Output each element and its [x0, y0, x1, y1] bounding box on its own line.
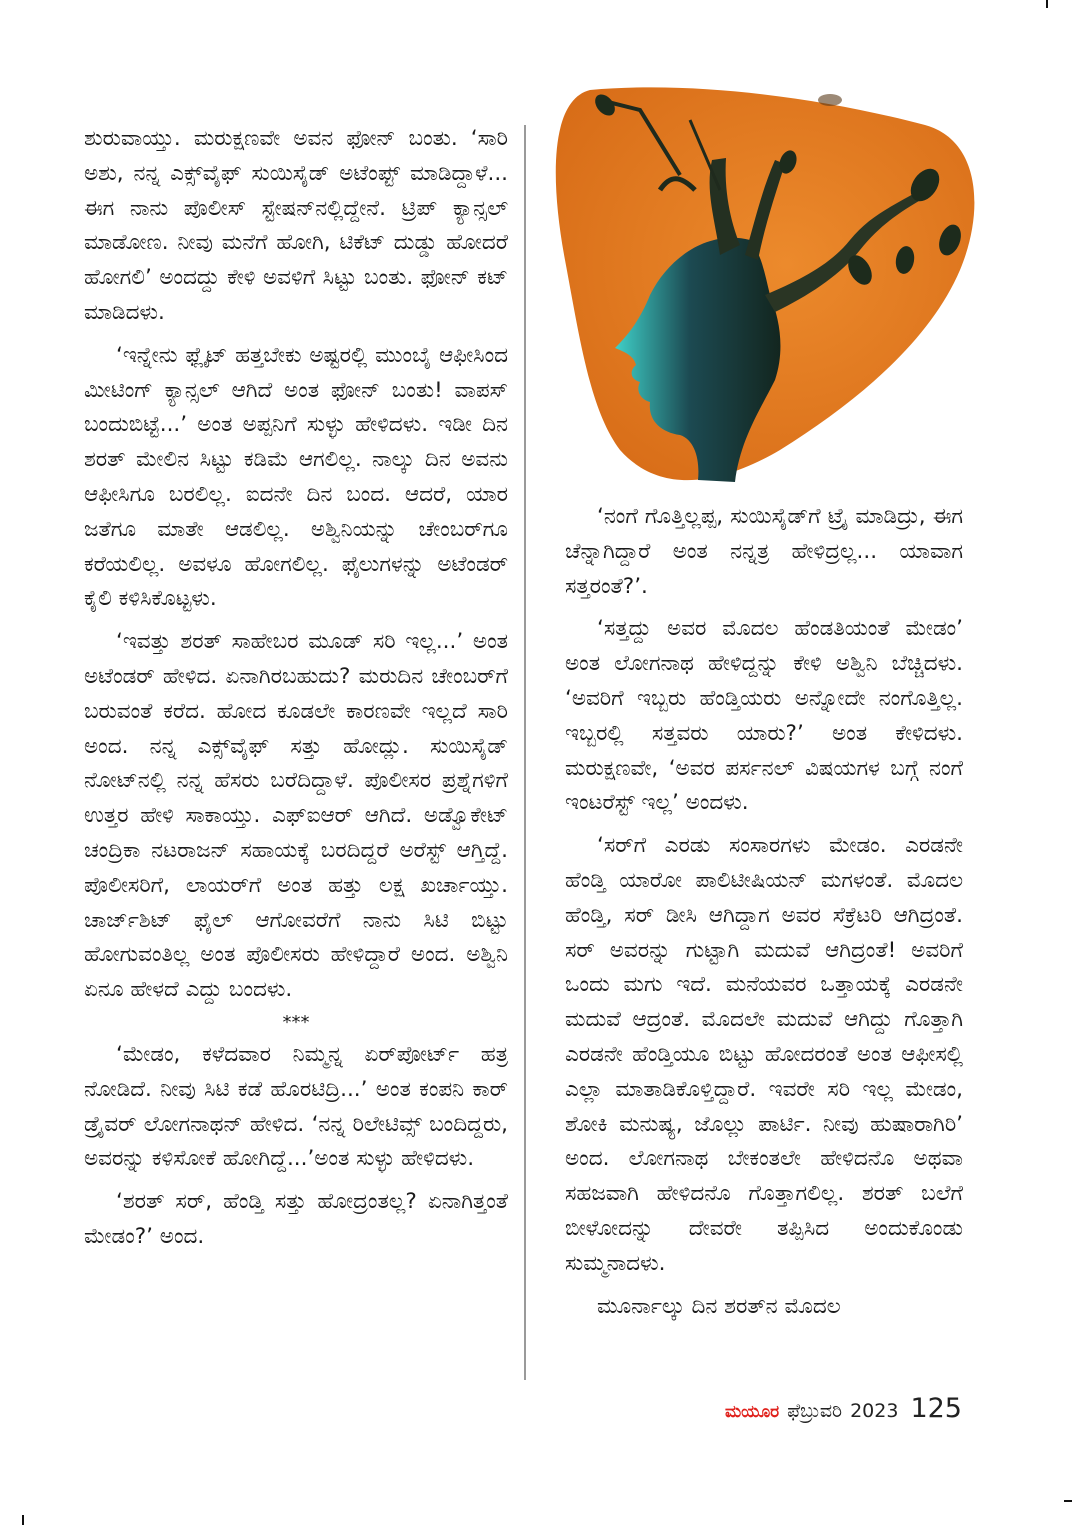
page-number: 125: [910, 1393, 962, 1424]
crop-mark: [22, 1515, 24, 1525]
crop-mark: [1046, 0, 1048, 8]
paragraph: ‘ಇವತ್ತು ಶರತ್ ಸಾಹೇಬರ ಮೂಡ್ ಸರಿ ಇಲ್ಲ...’ ಅಂತ ಅಟೆಂಡರ್ ಹೇಳಿದ. ಏನಾಗಿರಬಹುದು? ಮರುದಿನ ಚೇಂಬರ್‌ಗೆ ಬರುವಂತೆ ಕರೆದ. ಹೋದ ಕೂಡಲೇ ಕಾರಣವೇ ಇಲ್ಲದೆ ಸಾರಿ ಅಂದ. ನನ್ನ ಎಕ್ಸ್‌ವೈಫ್ ಸತ್ತು ಹೋದ್ಲು. ಸುಯಿಸೈಡ್ ನೋಟ್‌ನಲ್ಲಿ ನನ್ನ ಹೆಸರು ಬರೆದಿದ್ದಾಳೆ. ಪೊಲೀಸರ ಪ್ರಶ್ನೆಗಳಿಗೆ ಉತ್ತರ ಹೇಳಿ ಸಾಕಾಯ್ತು. ಎಫ್‌ಐಆರ್ ಆಗಿದೆ. ಅಡ್ವೊಕೇಟ್ ಚಂದ್ರಿಕಾ ನಟರಾಜನ್ ಸಹಾಯಕ್ಕೆ ಬರದಿದ್ದರೆ ಅರೆಸ್ಟ್ ಆಗ್ತಿದ್ದೆ. ಪೊಲೀಸರಿಗೆ, ಲಾಯರ್‌ಗೆ ಅಂತ ಹತ್ತು ಲಕ್ಷ ಖರ್ಚಾಯ್ತು. ಚಾರ್ಜ್‌ಶಿಟ್ ಫೈಲ್ ಆಗೋವರೆಗೆ ನಾನು ಸಿಟಿ ಬಿಟ್ಟು ಹೋಗುವಂತಿಲ್ಲ ಅಂತ ಪೊಲೀಸರು ಹೇಳಿದ್ದಾರೆ ಅಂದ. ಅಶ್ವಿನಿ ಏನೂ ಹೇಳದೆ ಎದ್ದು ಬಂದಳು.: [84, 629, 508, 1003]
article-left-column: [84, 122, 508, 1255]
paragraph: ಮೂರ್ನಾಲ್ಕು ದಿನ ಶರತ್‌ನ ಮೊದಲ: [597, 1293, 841, 1319]
paragraph: ‘ಇನ್ನೇನು ಫ್ಲೈಟ್ ಹತ್ತಬೇಕು ಅಷ್ಟರಲ್ಲಿ ಮುಂಬೈ ಆಫೀಸಿಂದ ಮೀಟಿಂಗ್ ಕ್ಯಾನ್ಸಲ್ ಆಗಿದೆ ಅಂತ ಫೋನ್ ಬಂತು! ವಾಪಸ್ ಬಂದುಬಿಟ್ಟೆ...’ ಅಂತ ಅಪ್ಪನಿಗೆ ಸುಳ್ಳು ಹೇಳಿದಳು. ಇಡೀ ದಿನ ಶರತ್ ಮೇಲಿನ ಸಿಟ್ಟು ಕಡಿಮೆ ಆಗಲಿಲ್ಲ. ನಾಲ್ಕು ದಿನ ಅವನು ಆಫೀಸಿಗೂ ಬರಲಿಲ್ಲ. ಐದನೇ ದಿನ ಬಂದ. ಆದರೆ, ಯಾರ ಜತೆಗೂ ಮಾತೇ ಆಡಲಿಲ್ಲ. ಅಶ್ವಿನಿಯನ್ನು ಚೇಂಬರ್‌ಗೂ ಕರೆಯಲಿಲ್ಲ. ಅವಳೂ ಹೋಗಲಿಲ್ಲ. ಫೈಲುಗಳನ್ನು ಅಟೆಂಡರ್ ಕೈಲಿ ಕಳಿಸಿಕೊಟ್ಟಳು.: [84, 342, 508, 612]
magazine-logo: ಮಯೂರ: [724, 1402, 780, 1422]
paragraph: ‘ಸರ್‌ಗೆ ಎರಡು ಸಂಸಾರಗಳು ಮೇಡಂ. ಎರಡನೇ ಹೆಂಡ್ತಿ ಯಾರೋ ಪಾಲಿಟೀಷಿಯನ್ ಮಗಳಂತೆ. ಮೊದಲ ಹೆಂಡ್ತಿ, ಸರ್ ಡೀಸಿ ಆಗಿದ್ದಾಗ ಅವರ ಸೆಕ್ರೆಟರಿ ಆಗಿದ್ರಂತೆ. ಸರ್ ಅವರನ್ನು ಗುಟ್ಟಾಗಿ ಮದುವೆ ಆಗಿದ್ರಂತೆ! ಅವರಿಗೆ ಒಂದು ಮಗು ಇದೆ. ಮನೆಯವರ ಒತ್ತಾಯಕ್ಕೆ ಎರಡನೇ ಮದುವೆ ಆದ್ರಂತೆ. ಮೊದಲೇ ಮದುವೆ ಆಗಿದ್ದು ಗೊತ್ತಾಗಿ ಎರಡನೇ ಹೆಂಡ್ತಿಯೂ ಬಿಟ್ಟು ಹೋದರಂತೆ ಅಂತ ಆಫೀಸಲ್ಲಿ ಎಲ್ಲಾ ಮಾತಾಡಿಕೊಳ್ತಿದ್ದಾರೆ. ಇವರೇ ಸರಿ ಇಲ್ಲ ಮೇಡಂ, ಶೋಕಿ ಮನುಷ್ಯ, ಜೊಲ್ಲು ಪಾರ್ಟಿ. ನೀವು ಹುಷಾರಾಗಿರಿ’ ಅಂದ. ಲೋಗನಾಥ ಬೇಕಂತಲೇ ಹೇಳಿದನೊ ಅಥವಾ ಸಹಜವಾಗಿ ಹೇಳಿದನೊ ಗೊತ್ತಾಗಲಿಲ್ಲ. ಶರತ್ ಬಲೆಗೆ ಬೀಳೋದನ್ನು ದೇವರೇ ತಪ್ಪಿಸಿದ ಅಂದುಕೊಂಡು ಸುಮ್ಮನಾದಳು.: [565, 833, 963, 1276]
paragraph: ‘ಶರತ್ ಸರ್, ಹೆಂಡ್ತಿ ಸತ್ತು ಹೋದ್ರಂತಲ್ಲ? ಏನಾಗಿತ್ತಂತೆ ಮೇಡಂ?’ ಅಂದ.: [84, 1189, 508, 1249]
issue-month: ಫೆಬ್ರುವರಿ: [787, 1400, 843, 1422]
page-footer: [725, 1393, 962, 1424]
section-break: ***: [282, 1011, 310, 1033]
article-right-column: [565, 500, 963, 1324]
crop-mark: [1064, 1500, 1072, 1502]
issue-year: 2023: [850, 1400, 899, 1422]
column-divider: [524, 125, 526, 1380]
paragraph: ಶುರುವಾಯ್ತು. ಮರುಕ್ಷಣವೇ ಅವನ ಫೋನ್ ಬಂತು. ‘ಸಾರಿ ಅಶು, ನನ್ನ ಎಕ್ಸ್‌ವೈಫ್ ಸುಯಿಸೈಡ್ ಅಟೆಂಪ್ಟ್ ಮಾಡಿದ್ದಾಳೆ... ಈಗ ನಾನು ಪೊಲೀಸ್ ಸ್ಟೇಷನ್‌ನಲ್ಲಿದ್ದೇನೆ. ಟ್ರಿಪ್ ಕ್ಯಾನ್ಸಲ್ ಮಾಡೋಣ. ನೀವು ಮನೆಗೆ ಹೋಗಿ, ಟಿಕೆಟ್ ದುಡ್ಡು ಹೋದರೆ ಹೋಗಲಿ’ ಅಂದದ್ದು ಕೇಳಿ ಅವಳಿಗೆ ಸಿಟ್ಟು ಬಂತು. ಫೋನ್ ಕಟ್ ಮಾಡಿದಳು.: [84, 126, 508, 325]
paragraph: ‘ನಂಗೆ ಗೊತ್ತಿಲ್ಲಪ್ಪ, ಸುಯಿಸೈಡ್‌ಗೆ ಟ್ರೈ ಮಾಡಿದ್ರು, ಈಗ ಚೆನ್ನಾಗಿದ್ದಾರೆ ಅಂತ ನನ್ನತ್ರ ಹೇಳಿದ್ರಲ್ಲ... ಯಾವಾಗ ಸತ್ತರಂತೆ?’.: [565, 504, 963, 599]
illustration-head-icon: [530, 80, 980, 500]
paragraph: ‘ಮೇಡಂ, ಕಳೆದವಾರ ನಿಮ್ಮನ್ನ ಏರ್‌ಪೋರ್ಟ್ ಹತ್ರ ನೋಡಿದೆ. ನೀವು ಸಿಟಿ ಕಡೆ ಹೊರಟಿದ್ರಿ...’ ಅಂತ ಕಂಪನಿ ಕಾರ್ ಡ್ರೈವರ್ ಲೋಗನಾಥನ್ ಹೇಳಿದ. ‘ನನ್ನ ರಿಲೇಟಿವ್ಸ್ ಬಂದಿದ್ದರು, ಅವರನ್ನು ಕಳಿಸೋಕೆ ಹೋಗಿದ್ದೆ...’ಅಂತ ಸುಳ್ಳು ಹೇಳಿದಳು.: [84, 1041, 508, 1172]
paragraph: ‘ಸತ್ತದ್ದು ಅವರ ಮೊದಲ ಹೆಂಡತಿಯಂತೆ ಮೇಡಂ’ ಅಂತ ಲೋಗನಾಥ ಹೇಳಿದ್ದನ್ನು ಕೇಳಿ ಅಶ್ವಿನಿ ಬೆಚ್ಚಿದಳು. ‘ಅವರಿಗೆ ಇಬ್ಬರು ಹೆಂಡ್ತಿಯರು ಅನ್ನೋದೇ ನಂಗೊತ್ತಿಲ್ಲ. ಇಬ್ಬರಲ್ಲಿ ಸತ್ತವರು ಯಾರು?’ ಅಂತ ಕೇಳಿದಳು. ಮರುಕ್ಷಣವೇ, ‘ಅವರ ಪರ್ಸನಲ್ ವಿಷಯಗಳ ಬಗ್ಗೆ ನಂಗೆ ಇಂಟರೆಸ್ಟ್ ಇಲ್ಲ’ ಅಂದಳು.: [565, 616, 963, 816]
